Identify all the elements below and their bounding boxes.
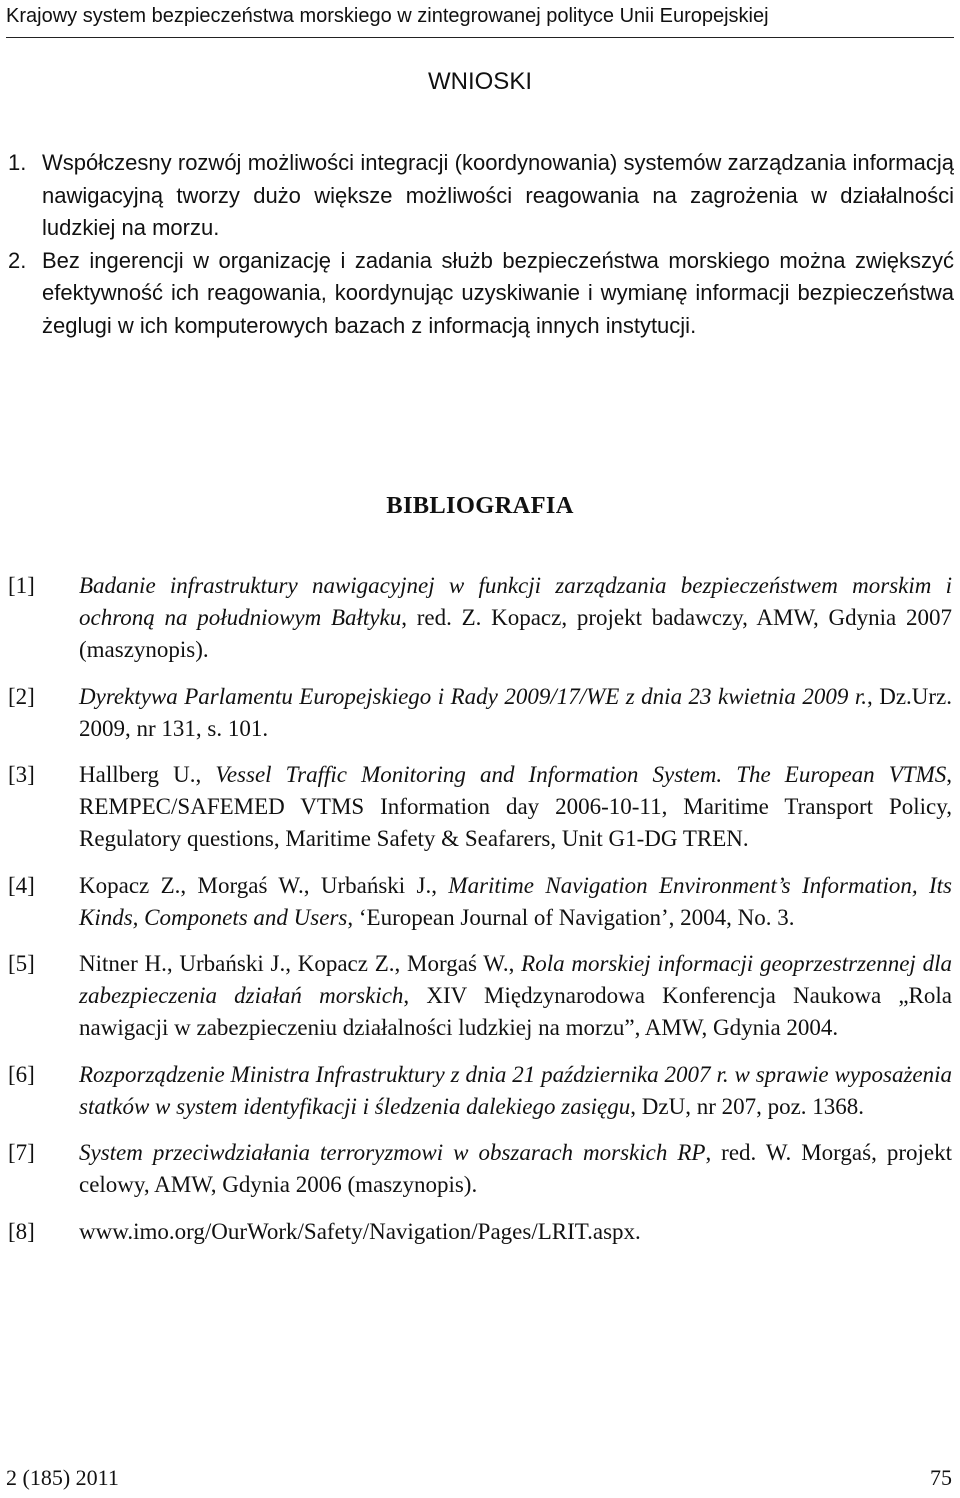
bibliography-entry-text: , DzU, nr 207, poz. 1368. [630, 1093, 865, 1119]
conclusion-text: Bez ingerencji w organizację i zadania służb bezpieczeństwa morskiego można zwiększyć efektywność ich reagowania, koordynując uzyskiwanie i wymianę informacji bezpieczeństwa żeglugi w ich komputerowych bazach z informacją innych instytucji. [42, 247, 954, 338]
bibliography-entry [0, 870, 960, 934]
conclusion-text: Współczesny rozwój możliwości integracji (koordynowania) systemów zarządzania informacją nawigacyjną tworzy dużo większe możliwości reagowania na zagrożenia w działalności ludzkiej na morzu. [42, 150, 954, 240]
conclusions-list [0, 147, 960, 342]
bibliography-entry-label: [7] [8, 1140, 35, 1165]
bibliography-entry-label: [5] [8, 951, 35, 976]
bibliography-entry-text: , REMPEC/SAFEMED VTMS Information day 2006-10-11, Maritime Transport Policy, Regulatory questions, Maritime Safety & Seafarers, Unit G1-DG TREN. [79, 762, 952, 851]
bibliography-entry [0, 1216, 960, 1248]
bibliography-entry [0, 759, 960, 855]
bibliography-entry-title: Rozporządzenie Ministra Infrastruktury z dnia 21 października 2007 r. w sprawie wyposażenia statków w system identyfikacji i śledzenia dalekiego zasięgu [79, 1061, 952, 1119]
bibliography-entry-title: Dyrektywa Parlamentu Europejskiego i Rady 2009/17/WE z dnia 23 kwietnia 2009 r. [79, 683, 867, 709]
bibliography-entry-text: , XIV Międzynarodowa Konferencja Naukowa „Rola nawigacji w zabezpieczeniu działalności ludzkiej na morzu”, AMW, Gdynia 2004. [79, 983, 952, 1040]
bibliography-entry-text: Hallberg U., [79, 762, 216, 787]
bibliography-list [0, 570, 960, 1262]
bibliography-entry-label: [4] [8, 872, 35, 898]
running-header: Krajowy system bezpieczeństwa morskiego w zintegrowanej polityce Unii Europejskiej [6, 5, 769, 27]
bibliography-entry-text: www.imo.org/OurWork/Safety/Navigation/Pages/LRIT.aspx. [79, 1218, 641, 1244]
bibliography-entry-title: Badanie infrastruktury nawigacyjnej w funkcji zarządzania bezpieczeństwem morskim i ochroną na południowym Bałtyku [79, 573, 952, 630]
header-divider [6, 37, 954, 38]
bibliography-entry-title: Rola morskiej informacji geoprzestrzennej dla zabezpieczenia działań morskich [79, 951, 952, 1008]
bibliography-entry [0, 681, 960, 745]
bibliography-entry [0, 1059, 960, 1123]
bibliography-entry-text: , red. Z. Kopacz, projekt badawczy, AMW, Gdynia 2007 (maszynopis). [79, 605, 952, 662]
bibliography-entry-label: [6] [8, 1061, 35, 1087]
bibliography-entry-label: [3] [8, 762, 35, 787]
bibliography-entry-text: , ‘European Journal of Navigation’, 2004, No. 3. [347, 904, 795, 930]
conclusion-number: 2. [8, 247, 27, 273]
bibliography-entry-title: System przeciwdziałania terroryzmowi w obszarach morskich RP [79, 1140, 706, 1165]
bibliography-entry [0, 948, 960, 1044]
bibliography-entry [0, 1137, 960, 1201]
bibliography-entry-label: [8] [8, 1218, 35, 1244]
bibliography-entry-text: Kopacz Z., Morgaś W., Urbański J., [79, 872, 449, 898]
conclusion-item [0, 147, 960, 245]
bibliography-heading: BIBLIOGRAFIA [386, 492, 574, 519]
bibliography-entry-label: [2] [8, 683, 35, 709]
bibliography-entry-title: Maritime Navigation Environment’s Information, Its Kinds, Componets and Users [79, 872, 953, 930]
bibliography-entry-text: , red. W. Morgaś, projekt celowy, AMW, Gdynia 2006 (maszynopis). [79, 1140, 952, 1197]
bibliography-entry-label: [1] [8, 573, 35, 598]
bibliography-entry-title: Vessel Traffic Monitoring and Information System. The European VTMS [215, 762, 947, 787]
bibliography-entry-text: , Dz.Urz. 2009, nr 131, s. 101. [79, 683, 953, 741]
bibliography-entry [0, 570, 960, 666]
footer-page-number: 75 [930, 1465, 952, 1490]
conclusion-number: 1. [8, 150, 27, 175]
conclusion-item [0, 245, 960, 343]
bibliography-entry-text: Nitner H., Urbański J., Kopacz Z., Morgaś W., [79, 951, 522, 976]
footer-issue: 2 (185) 2011 [6, 1465, 119, 1490]
conclusions-heading: WNIOSKI [427, 68, 532, 95]
